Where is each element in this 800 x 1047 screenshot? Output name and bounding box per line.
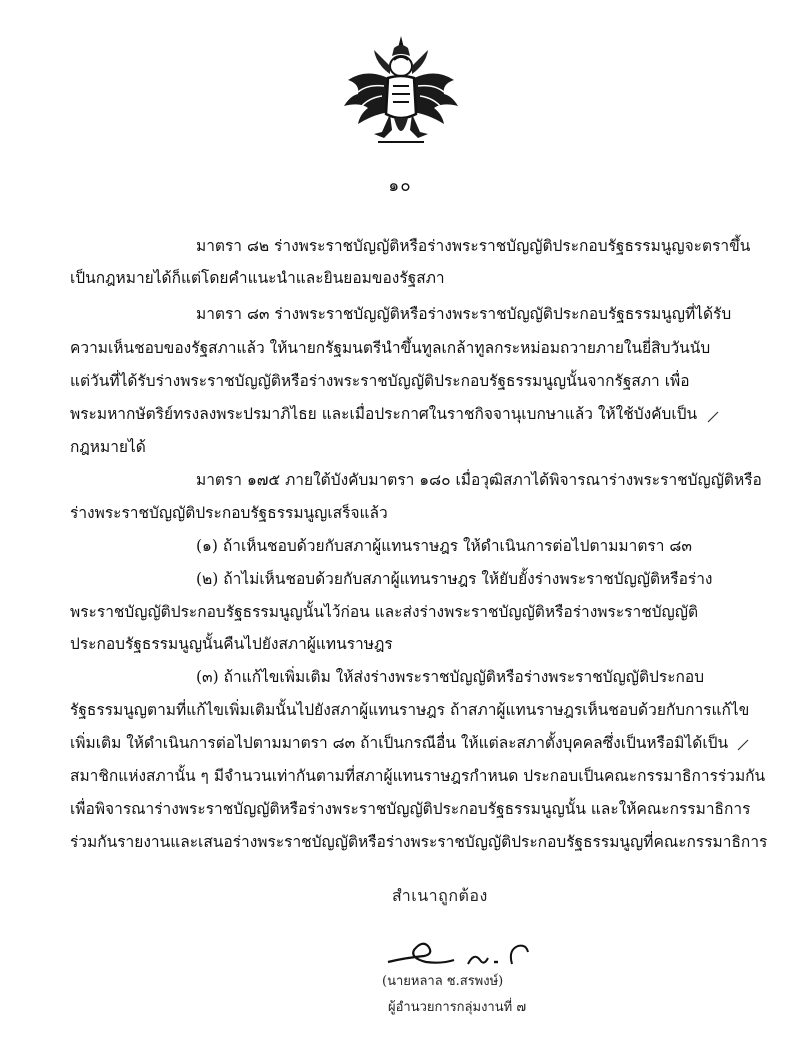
section-83-line-4: พระมหากษัตริย์ทรงลงพระปรมาภิไธย และเมื่อประกาศในราชกิจจานุเบกษาแล้ว ให้ใช้บังคับเป็น: [70, 405, 698, 423]
garuda-emblem-icon: [338, 34, 464, 152]
section-82-line-1: มาตรา ๘๒ ร่างพระราชบัญญัติหรือร่างพระราชบัญญัติประกอบรัฐธรรมนูญจะตราขึ้น: [196, 237, 751, 255]
clause-3-line-1: (๓) ถ้าแก้ไขเพิ่มเติม ให้ส่งร่างพระราชบัญญัติหรือร่างพระราชบัญญัติประกอบ: [196, 668, 705, 686]
signer-position: ผู้อำนวยการกลุ่มงานที่ ๗: [388, 1000, 527, 1015]
section-82-line-2: เป็นกฎหมายได้ก็แต่โดยคำแนะนำและยินยอมของรัฐสภา: [70, 269, 445, 287]
clause-1-line-1: (๑) ถ้าเห็นชอบด้วยกับสภาผู้แทนราษฎร ให้ดำเนินการต่อไปตามมาตรา ๘๓: [196, 537, 692, 555]
clause-2-line-3: ประกอบรัฐธรรมนูญนั้นคืนไปยังสภาผู้แทนราษฎร: [70, 635, 393, 653]
handwritten-signature-icon: [384, 936, 544, 972]
section-83-line-5: กฎหมายได้: [70, 438, 146, 456]
clause-3-line-2: รัฐธรรมนูญตามที่แก้ไขเพิ่มเติมนั้นไปยังสภาผู้แทนราษฎร ถ้าสภาผู้แทนราษฎรเห็นชอบด้วยกับการแก้ไข: [70, 701, 750, 719]
section-175-line-1: มาตรา ๑๗๕ ภายใต้บังคับมาตรา ๑๘๐ เมื่อวุฒิสภาได้พิจารณาร่างพระราชบัญญัติหรือ: [196, 471, 762, 489]
section-83-line-3: แต่วันที่ได้รับร่างพระราชบัญญัติหรือร่างพระราชบัญญัติประกอบรัฐธรรมนูญนั้นจากรัฐสภา เพื่อ: [70, 372, 690, 390]
clause-2-line-1: (๒) ถ้าไม่เห็นชอบด้วยกับสภาผู้แทนราษฎร ให้ยับยั้งร่างพระราชบัญญัติหรือร่าง: [196, 570, 713, 588]
margin-mark-icon: [736, 738, 750, 752]
section-83-line-2: ความเห็นชอบของรัฐสภาแล้ว ให้นายกรัฐมนตรีนำขึ้นทูลเกล้าทูลกระหม่อมถวายภายในยี่สิบวันนับ: [70, 339, 711, 357]
clause-3-line-3: เพิ่มเติม ให้ดำเนินการต่อไปตามมาตรา ๘๓ ถ้าเป็นกรณีอื่น ให้แต่ละสภาตั้งบุคคลซึ่งเป็นหรือมิได้เป็น: [70, 734, 729, 752]
section-175-line-2: ร่างพระราชบัญญัติประกอบรัฐธรรมนูญเสร็จแล้ว: [70, 504, 388, 522]
clause-3-line-6: ร่วมกันรายงานและเสนอร่างพระราชบัญญัติหรือร่างพระราชบัญญัติประกอบรัฐธรรมนูญที่คณะกรรมาธิการ: [70, 833, 768, 851]
clause-2-line-2: พระราชบัญญัติประกอบรัฐธรรมนูญนั้นไว้ก่อน และส่งร่างพระราชบัญญัติหรือร่างพระราชบัญญัติ: [70, 603, 699, 621]
signer-name: (นายหลาล ช.สรพงษ์): [382, 974, 504, 989]
certified-copy-stamp: สำเนาถูกต้อง: [392, 886, 488, 905]
section-83-line-1: มาตรา ๘๓ ร่างพระราชบัญญัติหรือร่างพระราชบัญญัติประกอบรัฐธรรมนูญที่ได้รับ: [196, 305, 732, 323]
clause-3-line-4: สมาชิกแห่งสภานั้น ๆ มีจำนวนเท่ากันตามที่สภาผู้แทนราษฎรกำหนด ประกอบเป็นคณะกรรมาธิการร่วมกัน: [70, 767, 766, 785]
clause-3-line-5: เพื่อพิจารณาร่างพระราชบัญญัติหรือร่างพระราชบัญญัติประกอบรัฐธรรมนูญนั้น และให้คณะกรรมาธิการ: [70, 800, 751, 818]
margin-mark-icon: [706, 410, 720, 424]
page-number: ๑๐: [388, 176, 412, 196]
